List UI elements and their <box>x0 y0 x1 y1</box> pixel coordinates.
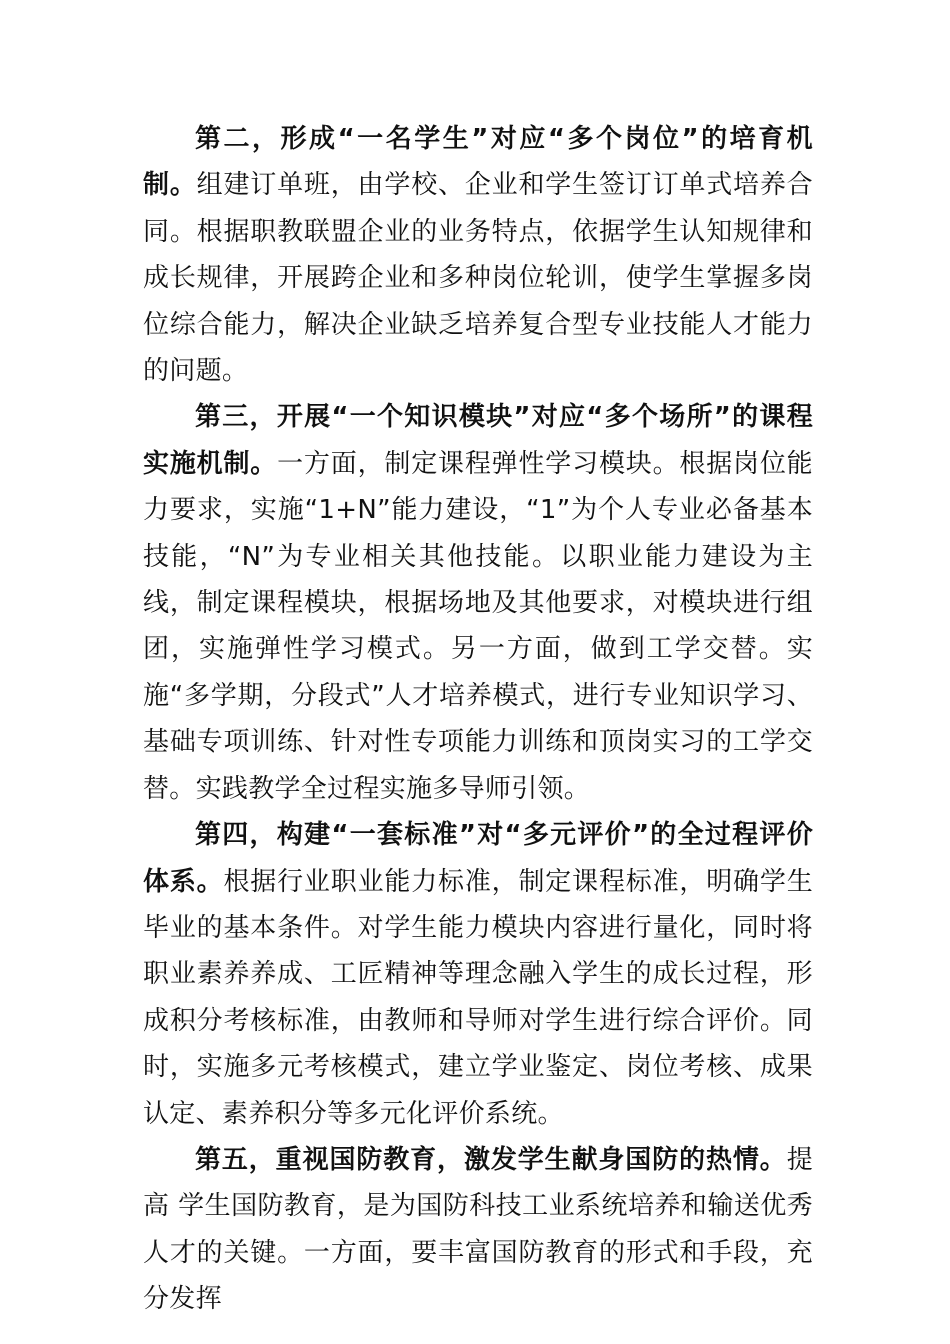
document-page <box>143 116 813 1323</box>
paragraph-second <box>143 116 813 394</box>
paragraph-body: 根据行业职业能力标准，制定课程标准，明确学生毕业的基本条件。对学生能力模块内容进行量化，同时将职业素养养成、工匠精神等理念融入学生的成长过程，形成积分考核标准，由教师和导师对学生进行综合评价。同时，实施多元考核模式，建立学业鉴定、岗位考核、成果认定、素养积分等多元化评价系统。 <box>143 866 813 1129</box>
paragraph-body: 一方面，制定课程弹性学习模块。根据岗位能力要求，实施“1+N”能力建设，“1”为个人专业必备基本技能，“N”为专业相关其他技能。以职业能力建设为主线，制定课程模块，根据场地及其他要求，对模块进行组团，实施弹性学习模式。另一方面，做到工学交替。实施“多学期，分段式”人才培养模式，进行专业知识学习、基础专项训练、针对性专项能力训练和顶岗实习的工学交替。实践教学全过程实施多导师引领。 <box>143 448 813 804</box>
paragraph-third <box>143 394 813 812</box>
paragraph-heading: 第三，开展“一个知识模块”对应“多个场所”的课程实施机制。 <box>143 402 813 479</box>
paragraph-body: 提高 学生国防教育，是为国防科技工业系统培养和输送优秀人才的关键。一方面，要丰富国防教育的形式和手段，充分发挥 <box>143 1144 813 1315</box>
paragraph-heading: 第二，形成“一名学生”对应“多个岗位”的培育机制。 <box>143 124 813 201</box>
paragraph-fourth <box>143 812 813 1137</box>
paragraph-body: 组建订单班，由学校、企业和学生签订订单式培养合同。根据职教联盟企业的业务特点，依据学生认知规律和成长规律，开展跨企业和多种岗位轮训，使学生掌握多岗位综合能力，解决企业缺乏培养复合型专业技能人才能力的问题。 <box>143 170 813 387</box>
paragraph-heading: 第四，构建“一套标准”对“多元评价”的全过程评价体系。 <box>143 820 813 897</box>
paragraph-heading: 第五，重视国防教育，激发学生献身国防的热情。 <box>195 1144 787 1175</box>
paragraph-fifth <box>143 1137 813 1323</box>
